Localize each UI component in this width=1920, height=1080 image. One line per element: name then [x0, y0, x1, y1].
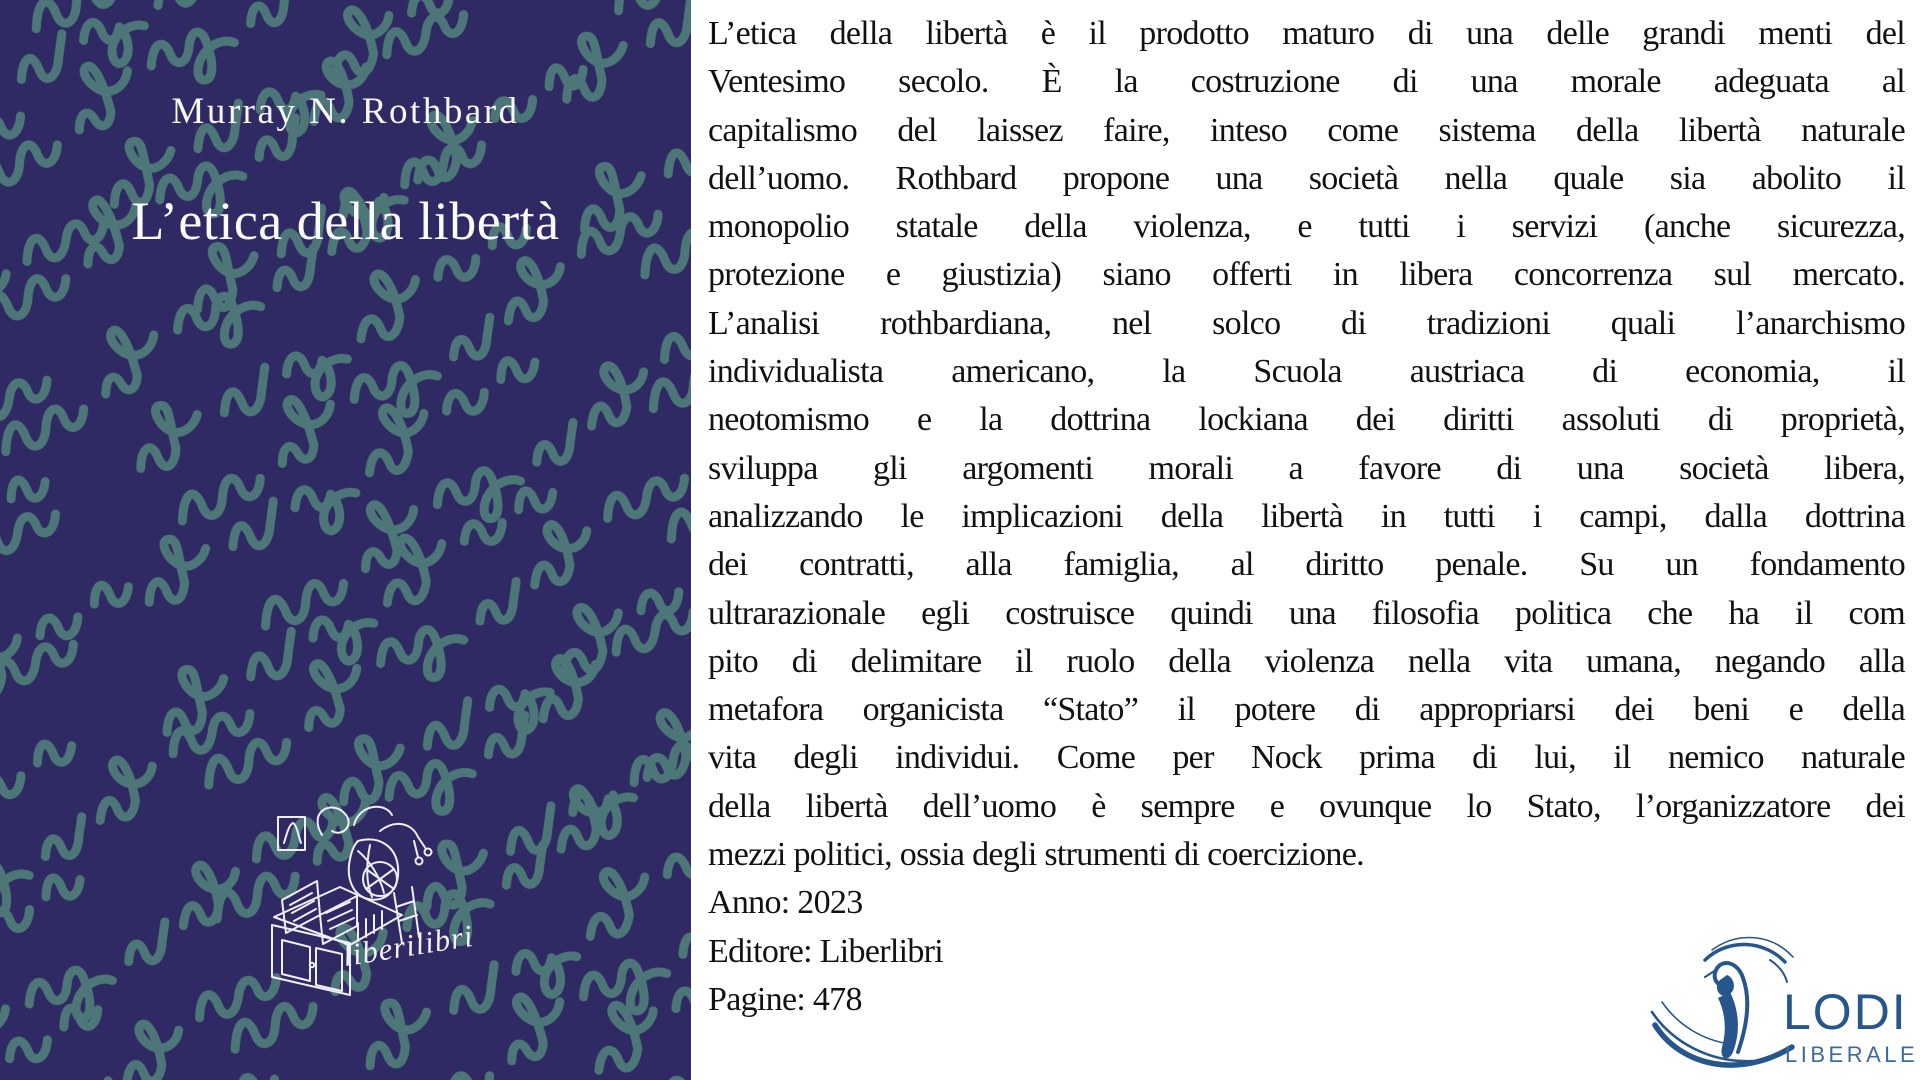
liberale-wordmark: LIBERALE: [1785, 1042, 1919, 1067]
description-line: Ventesimo secolo. È la costruzione di una morale adeguata al: [708, 63, 1905, 101]
lodi-liberale-logo: [1650, 930, 1920, 1080]
description-line: neotomismo e la dottrina lockiana dei diritti assoluti di proprietà,: [708, 401, 1905, 439]
description-line: vita degli individui. Come per Nock prima di lui, il nemico naturale: [708, 739, 1905, 777]
description-line: monopolio statale della violenza, e tutti i servizi (anche sicurezza,: [708, 208, 1905, 246]
cover-author: Murray N. Rothbard: [171, 91, 520, 132]
description-line: capitalismo del laissez faire, inteso come sistema della libertà naturale: [708, 111, 1905, 149]
description-line: della libertà dell’uomo è sempre e ovunque lo Stato, l’organizzatore dei: [708, 787, 1905, 825]
description-line: analizzando le implicazioni della libertà in tutti i campi, dalla dottrina: [708, 497, 1905, 535]
description-line: L’etica della libertà è il prodotto maturo di una delle grandi menti del: [708, 15, 1905, 52]
cover-title: L’etica della libertà: [131, 191, 560, 251]
lodi-wordmark: LODI: [1783, 984, 1908, 1040]
book-cover: [0, 0, 691, 1080]
description-line: individualista americano, la Scuola austriaca di economia, il: [708, 353, 1905, 391]
description-line: L’analisi rothbardiana, nel solco di tradizioni quali l’anarchismo: [708, 304, 1905, 342]
description-line: dell’uomo. Rothbard propone una società nella quale sia abolito il: [708, 159, 1905, 197]
description-line: protezione e giustizia) siano offerti in libera concorrenza sul mercato.: [708, 256, 1905, 294]
description-line: metafora organicista “Stato” il potere di appropriarsi dei beni e della: [708, 691, 1905, 729]
book-year: Anno: 2023: [708, 884, 863, 922]
book-pages: Pagine: 478: [708, 980, 862, 1018]
description-line: ultrarazionale egli costruisce quindi una filosofia politica che ha il com: [708, 594, 1905, 632]
liberilibri-logo-icon: [262, 795, 437, 1005]
description-line: sviluppa gli argomenti morali a favore di una società libera,: [708, 449, 1905, 487]
book-publisher: Editore: Liberlibri: [708, 932, 944, 970]
publisher-mark-text: liberilibri: [340, 917, 476, 974]
description-line: dei contratti, alla famiglia, al diritto penale. Su un fondamento: [708, 546, 1905, 584]
description-line: pito di delimitare il ruolo della violenza nella vita umana, negando alla: [708, 642, 1905, 680]
description-line: mezzi politici, ossia degli strumenti di coercizione.: [708, 836, 1364, 874]
book-description: [708, 10, 1905, 1024]
